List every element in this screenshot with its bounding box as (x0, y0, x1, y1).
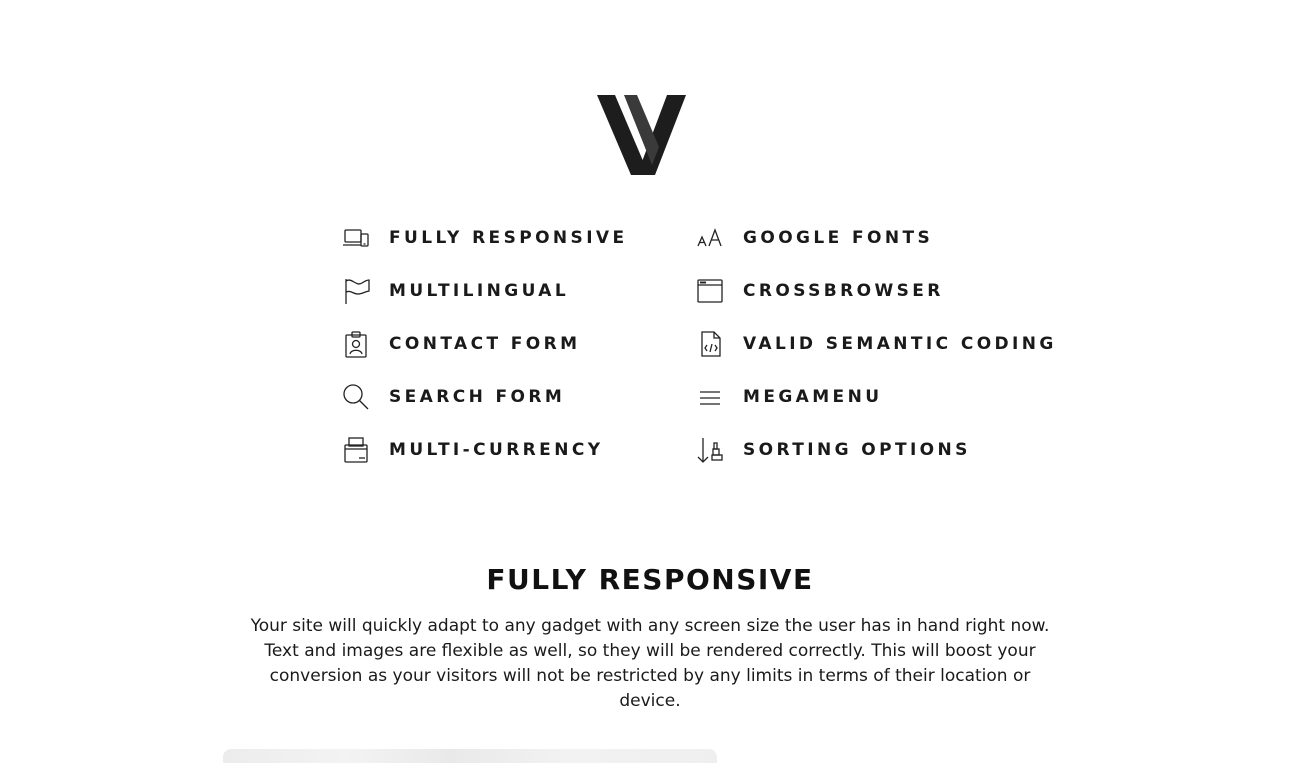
feature-sorting-options (695, 435, 971, 465)
feature-multi-currency (341, 435, 603, 465)
menu-icon (695, 382, 725, 412)
section-description: Your site will quickly adapt to any gadget with any screen size the user has in hand right now. Text and images are flexible as well, so they will be rendered correctly. This will boost your conversion as your visitors will not be restricted by any limits in terms of their location or device. (250, 616, 1050, 711)
feature-valid-semantic-coding (695, 329, 1057, 359)
feature-label: MEGAMENU (743, 387, 883, 407)
section-title: FULLY RESPONSIVE (486, 563, 814, 596)
preview-image (223, 749, 717, 763)
feature-label: SORTING OPTIONS (743, 440, 971, 460)
feature-label: CROSSBROWSER (743, 281, 944, 301)
feature-fully-responsive (341, 223, 628, 253)
brand-logo-icon[interactable] (597, 95, 687, 177)
wallet-icon (341, 435, 371, 465)
feature-label: GOOGLE FONTS (743, 228, 934, 248)
browser-window-icon (695, 276, 725, 306)
feature-label: SEARCH FORM (389, 387, 566, 407)
feature-search-form (341, 382, 565, 412)
feature-google-fonts (695, 223, 933, 253)
font-size-icon (695, 223, 725, 253)
sort-icon (695, 435, 725, 465)
feature-label: MULTILINGUAL (389, 281, 570, 301)
feature-crossbrowser (695, 276, 944, 306)
feature-label: MULTI-CURRENCY (389, 440, 604, 460)
feature-label: FULLY RESPONSIVE (389, 228, 628, 248)
search-icon (341, 382, 371, 412)
flag-icon (341, 276, 371, 306)
feature-label: VALID SEMANTIC CODING (743, 334, 1057, 354)
feature-contact-form (341, 329, 580, 359)
devices-icon (341, 223, 371, 253)
feature-multilingual (341, 276, 569, 306)
contact-badge-icon (341, 329, 371, 359)
feature-label: CONTACT FORM (389, 334, 581, 354)
code-file-icon (695, 329, 725, 359)
feature-megamenu (695, 382, 882, 412)
